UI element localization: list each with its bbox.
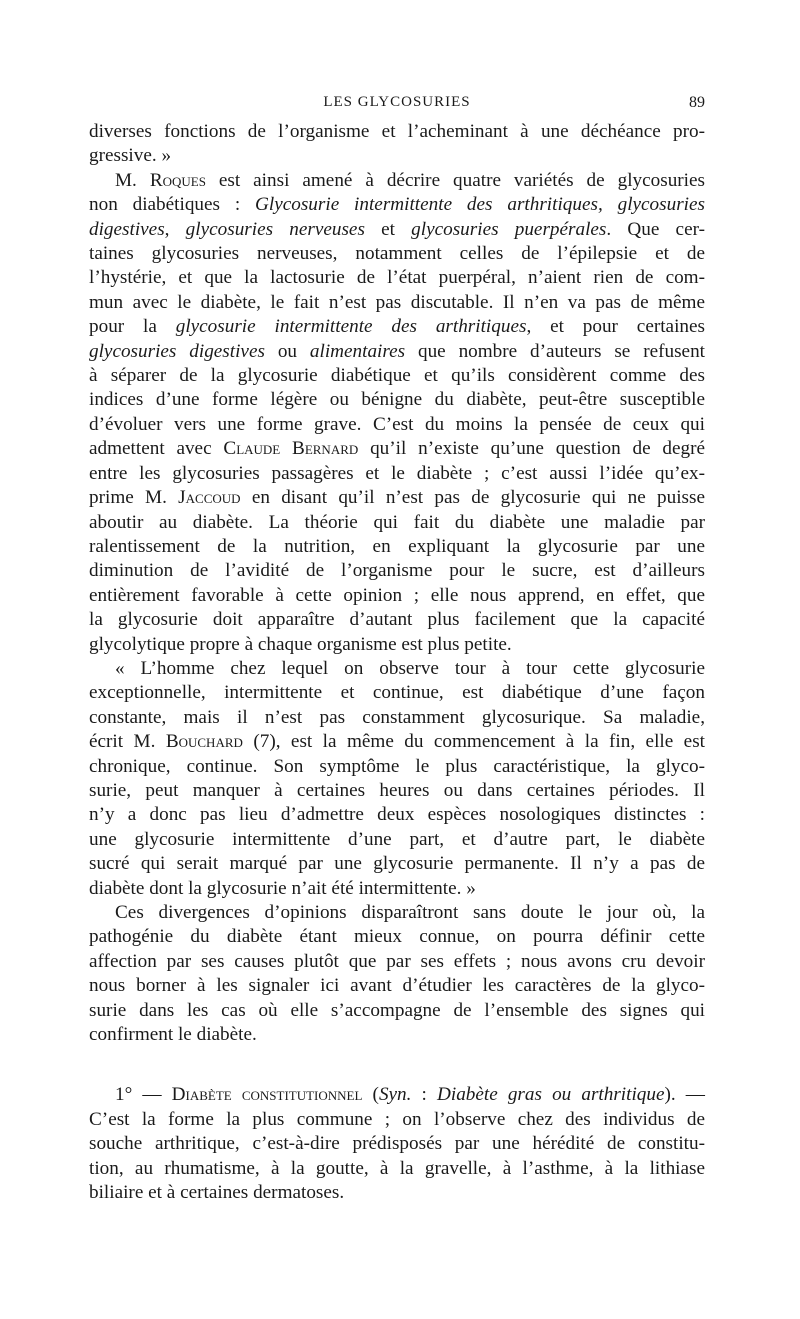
italic-text: glycosuries nerveuses: [185, 218, 365, 240]
text-run: pour la: [89, 316, 176, 338]
running-title: LES GLYCOSURIES: [323, 94, 471, 110]
text-run: confirment le diabète.: [89, 1024, 257, 1046]
text-run: sucré qui serait marqué par une glycosurie permanente. Il n’y a pas de: [89, 853, 705, 875]
text-run: indices d’une forme légère ou bénigne du diabète, peut-être susceptible: [89, 389, 705, 411]
italic-text: alimentaires: [309, 340, 406, 362]
text-line: [89, 584, 705, 608]
text-run: Ces divergences d’opinions disparaîtront sans doute le jour où, la: [115, 902, 705, 923]
text-line: [89, 877, 705, 901]
page-number: 89: [689, 94, 705, 111]
text-run: chronique, continue. Son symptôme le plus caractéristique, la glyco-: [89, 755, 705, 777]
text-line: [89, 608, 705, 632]
text-line: [89, 828, 705, 852]
page-header: [89, 88, 705, 120]
text-line: [89, 633, 705, 657]
text-run: nous borner à les signaler ici avant d’étudier les caractères de la glyco-: [89, 975, 705, 997]
text-run: une glycosurie intermittente d’une part, et d’autre part, le diabète: [89, 828, 705, 850]
text-line: [89, 1181, 705, 1205]
text-run: que nombre d’auteurs se refusent: [405, 340, 705, 362]
text-run: glycolytique propre à chaque organisme est plus petite.: [89, 633, 512, 655]
small-caps-name: Roques: [149, 169, 206, 191]
text-line: [89, 291, 705, 315]
text-run: aboutir au diabète. La théorie qui fait du diabète une maladie par: [89, 511, 705, 533]
text-line: [89, 340, 705, 364]
paragraph: [89, 169, 705, 657]
text-run: pathogénie du diabète étant mieux connue, on pourra définir cette: [89, 926, 705, 948]
text-line: [89, 974, 705, 998]
text-run: entièrement favorable à cette opinion ; elle nous apprend, en effet, que: [89, 584, 705, 606]
text-run: . Que cer-: [606, 218, 705, 240]
italic-text: glycosurie intermittente des arthritiques: [175, 316, 527, 338]
text-run: non diabétiques :: [89, 194, 256, 216]
text-line: [89, 266, 705, 290]
text-line: [89, 755, 705, 779]
text-line: [89, 242, 705, 266]
paragraph: [89, 120, 705, 169]
small-caps-name: Bouchard: [165, 731, 243, 753]
section-gap: [89, 1047, 705, 1083]
small-caps-name: Claude Bernard: [223, 438, 359, 460]
text-line: [89, 1108, 705, 1132]
text-run: :: [411, 1084, 437, 1106]
text-run: exceptionnelle, intermittente et continue, est diabétique d’une façon: [89, 682, 705, 704]
italic-text: Glycosurie intermittente des arthritiques, glycosuries: [255, 194, 705, 216]
text-run: prime M.: [89, 487, 179, 509]
text-run: constante, mais il n’est pas constamment glycosurique. Sa maladie,: [89, 706, 705, 728]
text-run: ou: [264, 340, 310, 362]
text-line: [89, 218, 705, 242]
text-run: C’est la forme la plus commune ; on l’observe chez des individus de: [89, 1108, 705, 1130]
text-line: [89, 730, 705, 754]
text-run: M.: [115, 169, 150, 191]
text-line: [89, 486, 705, 510]
small-caps-name: Diabète constitutionnel: [171, 1084, 363, 1106]
body-text: [89, 120, 705, 1205]
italic-text: glycosuries digestives: [89, 340, 265, 362]
text-line: [89, 852, 705, 876]
text-line: [89, 925, 705, 949]
text-line: [89, 1132, 705, 1156]
text-run: (: [362, 1084, 379, 1106]
small-caps-name: Jaccoud: [178, 487, 241, 509]
book-page: [89, 88, 705, 1205]
text-run: gressive. »: [89, 145, 172, 167]
text-run: à séparer de la glycosurie diabétique et qu’ils considèrent comme des: [89, 365, 705, 387]
text-run: taines glycosuries nerveuses, notamment celles de l’épilepsie et de: [89, 243, 705, 265]
text-line: [89, 559, 705, 583]
text-line: [89, 388, 705, 412]
text-run: qu’il n’existe qu’une question de degré: [358, 438, 706, 460]
text-run: admettent avec: [89, 438, 224, 460]
italic-text: glycosuries puerpérales: [411, 218, 607, 240]
text-line: [89, 193, 705, 217]
text-line: [89, 535, 705, 559]
text-run: écrit M.: [89, 731, 166, 753]
text-line: [89, 364, 705, 388]
text-line: [89, 706, 705, 730]
text-run: en disant qu’il n’est pas de glycosurie qui ne puisse: [240, 487, 705, 509]
text-line: [89, 950, 705, 974]
text-run: ,: [164, 218, 186, 240]
text-run: tion, au rhumatisme, à la goutte, à la gravelle, à l’asthme, à la lithiase: [89, 1157, 705, 1179]
text-line: [89, 657, 705, 681]
text-run: « L’homme chez lequel on observe tour à tour cette glycosurie: [115, 657, 705, 679]
text-line: [89, 120, 705, 144]
text-line: [89, 1023, 705, 1047]
text-run: ralentissement de la nutrition, en expliquant la glycosurie par une: [89, 535, 705, 557]
text-run: entre les glycosuries passagères et le diabète ; c’est aussi l’idée qu’ex-: [89, 462, 705, 484]
text-run: l’hystérie, et que la lactosurie de l’état puerpéral, n’aient rien de com-: [89, 267, 705, 289]
text-run: biliaire et à certaines dermatoses.: [89, 1182, 345, 1204]
italic-text: digestives: [89, 218, 165, 240]
text-run: , et pour certaines: [526, 316, 705, 338]
text-run: ). —: [664, 1084, 705, 1106]
text-line: [89, 315, 705, 339]
text-line: [89, 779, 705, 803]
italic-text: Syn.: [378, 1084, 412, 1106]
text-run: et: [364, 218, 412, 240]
text-run: souche arthritique, c’est-à-dire prédisposés par une hérédité de constitu-: [89, 1133, 705, 1155]
text-line: [89, 144, 705, 168]
text-line: [89, 169, 705, 193]
text-line: [89, 437, 705, 461]
text-line: [89, 803, 705, 827]
text-line: [89, 511, 705, 535]
text-line: [89, 681, 705, 705]
text-line: [89, 1083, 705, 1107]
text-run: n’y a donc pas lieu d’admettre deux espèces nosologiques distinctes :: [89, 804, 705, 826]
text-run: diabète dont la glycosurie n’ait été intermittente. »: [89, 877, 476, 899]
text-run: affection par ses causes plutôt que par ses effets ; nous avons cru devoir: [89, 950, 705, 972]
text-run: surie dans les cas où elle s’accompagne de l’ensemble des signes qui: [89, 999, 705, 1021]
text-run: la glycosurie doit apparaître d’autant plus facilement que la capacité: [89, 609, 705, 631]
paragraph: [89, 1083, 705, 1205]
text-line: [89, 462, 705, 486]
text-run: 1° —: [115, 1084, 172, 1106]
text-run: (7), est la même du commencement à la fin, elle est: [242, 731, 705, 753]
text-run: diminution de l’avidité de l’organisme pour le sucre, est d’ailleurs: [89, 560, 705, 582]
text-line: [89, 1157, 705, 1181]
text-line: [89, 999, 705, 1023]
paragraph: [89, 901, 705, 1047]
italic-text: Diabète gras ou arthritique: [437, 1084, 665, 1106]
text-run: mun avec le diabète, le fait n’est pas discutable. Il n’en va pas de même: [89, 291, 705, 313]
text-line: [89, 901, 705, 925]
text-run: diverses fonctions de l’organisme et l’acheminant à une déchéance pro-: [89, 121, 705, 142]
paragraph: [89, 657, 705, 901]
text-run: est ainsi amené à décrire quatre variétés de glycosuries: [205, 169, 705, 191]
text-line: [89, 413, 705, 437]
text-run: d’évoluer vers une forme grave. C’est du moins la pensée de ceux qui: [89, 413, 705, 435]
text-run: surie, peut manquer à certaines heures ou dans certaines périodes. Il: [89, 779, 705, 801]
